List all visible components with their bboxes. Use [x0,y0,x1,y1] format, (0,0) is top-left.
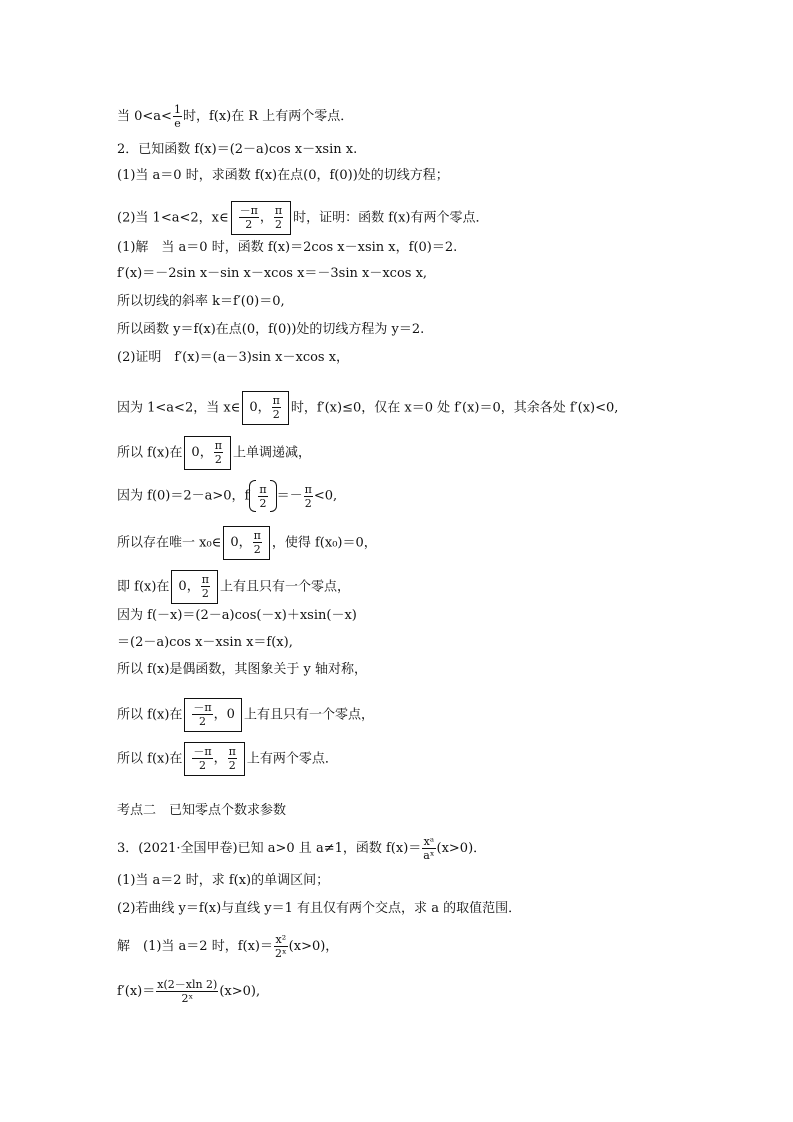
denominator: e [174,117,181,130]
text: 时，f′(x)≤0，仅在 x＝0 处 f′(x)＝0，其余各处 f′(x)<0, [290,400,619,416]
text-line [117,698,374,732]
numerator: π [214,439,222,452]
numerator: π [272,394,280,407]
text-line [117,436,311,470]
numerator: －π [193,701,212,714]
numerator: π [259,482,267,496]
denominator: 2 [259,496,267,510]
denominator: 2 [199,759,207,772]
problem-2-statement: 2．已知函数 f(x)＝(2－a)cos x－xsin x. [117,142,358,157]
fraction [239,204,259,231]
text: 所以 f(x)在 [117,445,183,461]
question-2: (2)若曲线 y＝f(x)与直线 y＝1 有且仅有两个交点，求 a 的取值范围． [117,901,522,916]
text: (x>0), [219,984,261,999]
comma: ， [199,445,213,460]
text: 因为 f(0)＝2－a>0，f [117,488,250,504]
denominator: 2 [201,587,209,600]
derivative-line [117,978,260,1005]
text-line [117,570,350,604]
denominator: 2 [214,453,222,466]
denominator: 2ˣ [181,992,194,1005]
proof-start: (2)证明 f′(x)＝(a－3)sin x－xcos x， [117,350,350,365]
interval-bracket [184,742,244,776]
interval-bracket [231,201,291,235]
denominator: 2 [199,715,207,728]
zero: 0 [230,535,239,550]
fraction [274,933,288,960]
slope-line: 所以切线的斜率 k＝f′(0)＝0, [117,294,285,309]
denominator: 2 [245,218,253,231]
text: ＝－ [276,488,303,504]
denominator: 2 [272,408,280,421]
text: 当 0<a< [117,109,172,124]
fraction [422,835,435,862]
denominator: 2 [274,218,282,231]
text: <0, [313,488,338,504]
fraction [156,978,218,1005]
solution-line [117,933,338,960]
fraction [201,573,210,600]
interval-bracket [184,698,242,732]
left-paren [249,480,256,512]
question-1: (1)当 a＝0 时，求函数 f(x)在点(0，f(0))处的切线方程； [117,168,449,183]
tangent-line: 所以函数 y＝f(x)在点(0，f(0))处的切线方程为 y＝2. [117,322,425,337]
numerator: 1 [173,103,181,116]
text: 所以 f(x)在 [117,707,183,723]
text: 上有且只有一个零点， [219,579,350,595]
text-line [117,391,618,425]
question-1: (1)当 a＝2 时，求 f(x)的单调区间； [117,873,330,888]
fraction [272,394,281,421]
denominator: aˣ [423,849,435,862]
text: 所以存在唯一 x₀∈ [117,535,222,551]
text: 因为 1<a<2，当 x∈ [117,400,241,416]
text: f′(x)＝ [117,984,156,999]
comma: ， [238,535,252,550]
numerator: －π [239,204,258,217]
fraction [214,439,223,466]
text: (x>0)， [288,939,339,954]
text: 即 f(x)在 [117,579,170,595]
numerator: π [228,745,236,758]
text: 时，f(x)在 R 上有两个零点． [182,109,354,124]
zero: 0 [249,400,258,415]
comma: ， [186,579,200,594]
text: 3．(2021·全国甲卷)已知 a>0 且 a≠1，函数 f(x)＝ [117,841,422,856]
text: 所以 f(x)在 [117,751,183,767]
fraction [173,103,182,130]
denominator: 2ˣ [275,947,287,960]
text: ，使得 f(x₀)＝0， [271,535,377,551]
comma: ， [213,707,227,722]
denominator: 2 [304,496,312,510]
comma: ， [213,751,227,766]
fraction [228,745,237,772]
derivative-line: f′(x)＝－2sin x－sin x－xcos x＝－3sin x－xcos x, [117,266,428,281]
numerator: π [274,204,283,217]
fraction [274,204,283,231]
zero: 0 [191,445,200,460]
numerator: x² [275,933,287,946]
zero: 0 [226,707,235,722]
text: (x>0)． [436,841,487,856]
fraction [258,483,267,510]
text-line [117,480,337,512]
text-line [117,526,377,560]
interval-bracket [184,436,231,470]
comma: ， [259,210,273,225]
solution-1-line: (1)解 当 a＝0 时，函数 f(x)＝2cos x－xsin x，f(0)＝2. [117,240,458,255]
numerator: π [304,482,312,496]
text-line [117,103,353,130]
problem-3-statement [117,835,486,862]
fraction [192,745,212,772]
fraction [253,529,262,556]
text: 上有且只有一个零点， [243,707,374,723]
denominator: 2 [253,543,261,556]
interval-bracket [242,391,289,425]
fraction [192,701,212,728]
text-line: 因为 f(－x)＝(2－a)cos(－x)＋xsin(－x) [117,608,357,623]
fraction [304,483,313,510]
zero: 0 [178,579,187,594]
right-paren [270,480,277,512]
comma: ， [257,400,271,415]
interval-bracket [171,570,218,604]
numerator: xᵃ [423,835,435,848]
text: 解 (1)当 a＝2 时，f(x)＝ [117,939,273,954]
text: (2)当 1<a<2，x∈ [117,210,229,226]
numerator: π [201,573,209,586]
text: 上有两个零点． [246,751,338,767]
interval-bracket [223,526,270,560]
text-line: ＝(2－a)cos x－xsin x＝f(x), [117,635,293,650]
numerator: π [253,529,261,542]
question-2 [117,201,489,235]
numerator: x(2－xln 2) [157,978,218,991]
text-line: 所以 f(x)是偶函数，其图象关于 y 轴对称， [117,662,368,677]
denominator: 2 [228,759,236,772]
text-line [117,742,338,776]
text: 上单调递减， [232,445,311,461]
section-heading: 考点二 已知零点个数求参数 [117,803,287,818]
text: 时，证明：函数 f(x)有两个零点． [293,210,489,226]
numerator: －π [193,745,212,758]
